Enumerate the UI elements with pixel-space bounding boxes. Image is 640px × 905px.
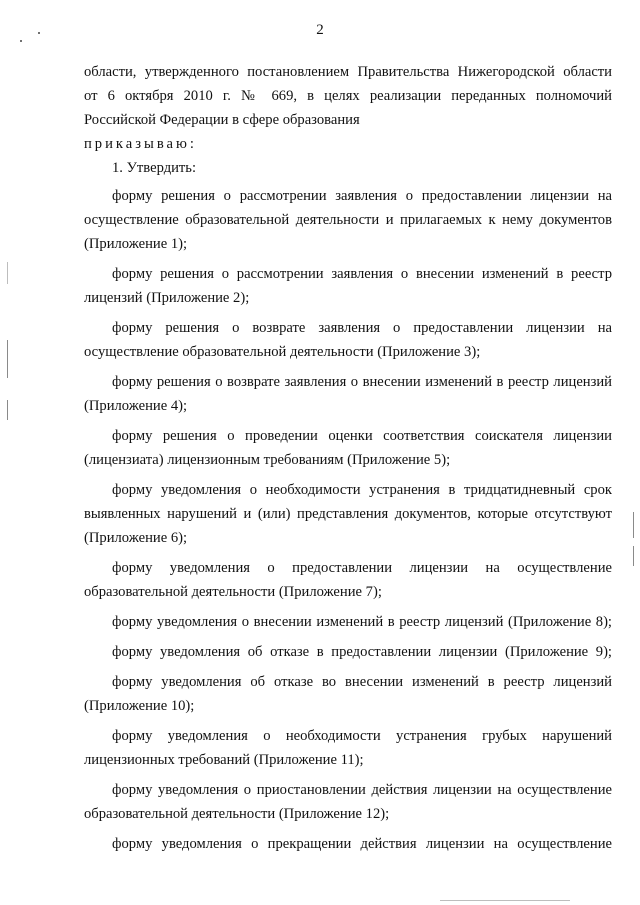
text-line: осуществление образовательной деятельности (Приложение 3); (84, 344, 481, 360)
form-paragraph (84, 832, 612, 856)
text-line: (Приложение 10); (84, 698, 195, 714)
text-line: форму уведомления о предоставлении лицензии на осуществление (112, 560, 612, 576)
form-paragraph (84, 778, 612, 826)
document-body (84, 60, 612, 862)
form-paragraph (84, 670, 612, 718)
intro-paragraph (84, 60, 612, 132)
form-paragraph (84, 262, 612, 310)
text-line: осуществление образовательной деятельности и прилагаемых к нему документов (84, 212, 612, 228)
text-line: форму уведомления о прекращении действия лицензии на осуществление (112, 836, 612, 852)
scan-mark-right (633, 546, 634, 566)
text-line: области, утвержденного постановлением Правительства Нижегородской области (84, 64, 612, 80)
text-line: от 6 октября 2010 г. № 669, в целях реализации переданных полномочий (84, 88, 612, 104)
text-line: (Приложение 1); (84, 236, 188, 252)
text-line: образовательной деятельности (Приложение 12); (84, 806, 390, 822)
text-line: выявленных нарушений и (или) представления документов, которые отсутствуют (84, 506, 612, 522)
page-number: 2 (316, 22, 324, 38)
form-paragraph (84, 184, 612, 256)
text-line: форму уведомления об отказе в предоставлении лицензии (Приложение 9); (112, 644, 612, 660)
form-paragraph (84, 610, 612, 634)
text-line: (Приложение 6); (84, 530, 188, 546)
form-paragraph (84, 424, 612, 472)
form-paragraph (84, 370, 612, 418)
form-paragraph (84, 316, 612, 364)
scan-mark-right (633, 512, 634, 538)
text-line: (лицензиата) лицензионным требованиям (Приложение 5); (84, 452, 451, 468)
text-line: форму уведомления об отказе во внесении изменений в реестр лицензий (112, 674, 612, 690)
text-line: Российской Федерации в сфере образования (84, 112, 360, 128)
text-line: форму решения о рассмотрении заявления о внесении изменений в реестр (112, 266, 612, 282)
text-line: форму решения о рассмотрении заявления о предоставлении лицензии на (112, 188, 612, 204)
scan-mark-bottom (440, 900, 570, 901)
text-line: форму уведомления о необходимости устранения в тридцатидневный срок (112, 482, 612, 498)
scan-mark-left (7, 400, 8, 420)
order-word: приказываю: (84, 136, 197, 152)
text-line: (Приложение 4); (84, 398, 188, 414)
item-title: 1. Утвердить: (112, 160, 197, 176)
text-line: форму уведомления о приостановлении действия лицензии на осуществление (112, 782, 612, 798)
scan-dot (20, 40, 22, 42)
text-line: форму решения о возврате заявления о внесении изменений в реестр лицензий (112, 374, 612, 390)
text-line: форму уведомления о необходимости устранения грубых нарушений (112, 728, 612, 744)
text-line: форму решения о возврате заявления о предоставлении лицензии на (112, 320, 612, 336)
scan-mark-left (7, 340, 8, 378)
form-paragraph (84, 478, 612, 550)
text-line: образовательной деятельности (Приложение 7); (84, 584, 382, 600)
form-paragraph (84, 724, 612, 772)
text-line: форму уведомления о внесении изменений в реестр лицензий (Приложение 8); (112, 614, 612, 630)
text-line: форму решения о проведении оценки соответствия соискателя лицензии (112, 428, 612, 444)
text-line: лицензий (Приложение 2); (84, 290, 250, 306)
scan-mark-left (7, 262, 8, 284)
form-paragraph (84, 640, 612, 664)
text-line: лицензионных требований (Приложение 11); (84, 752, 364, 768)
form-paragraph (84, 556, 612, 604)
form-list (84, 184, 612, 862)
